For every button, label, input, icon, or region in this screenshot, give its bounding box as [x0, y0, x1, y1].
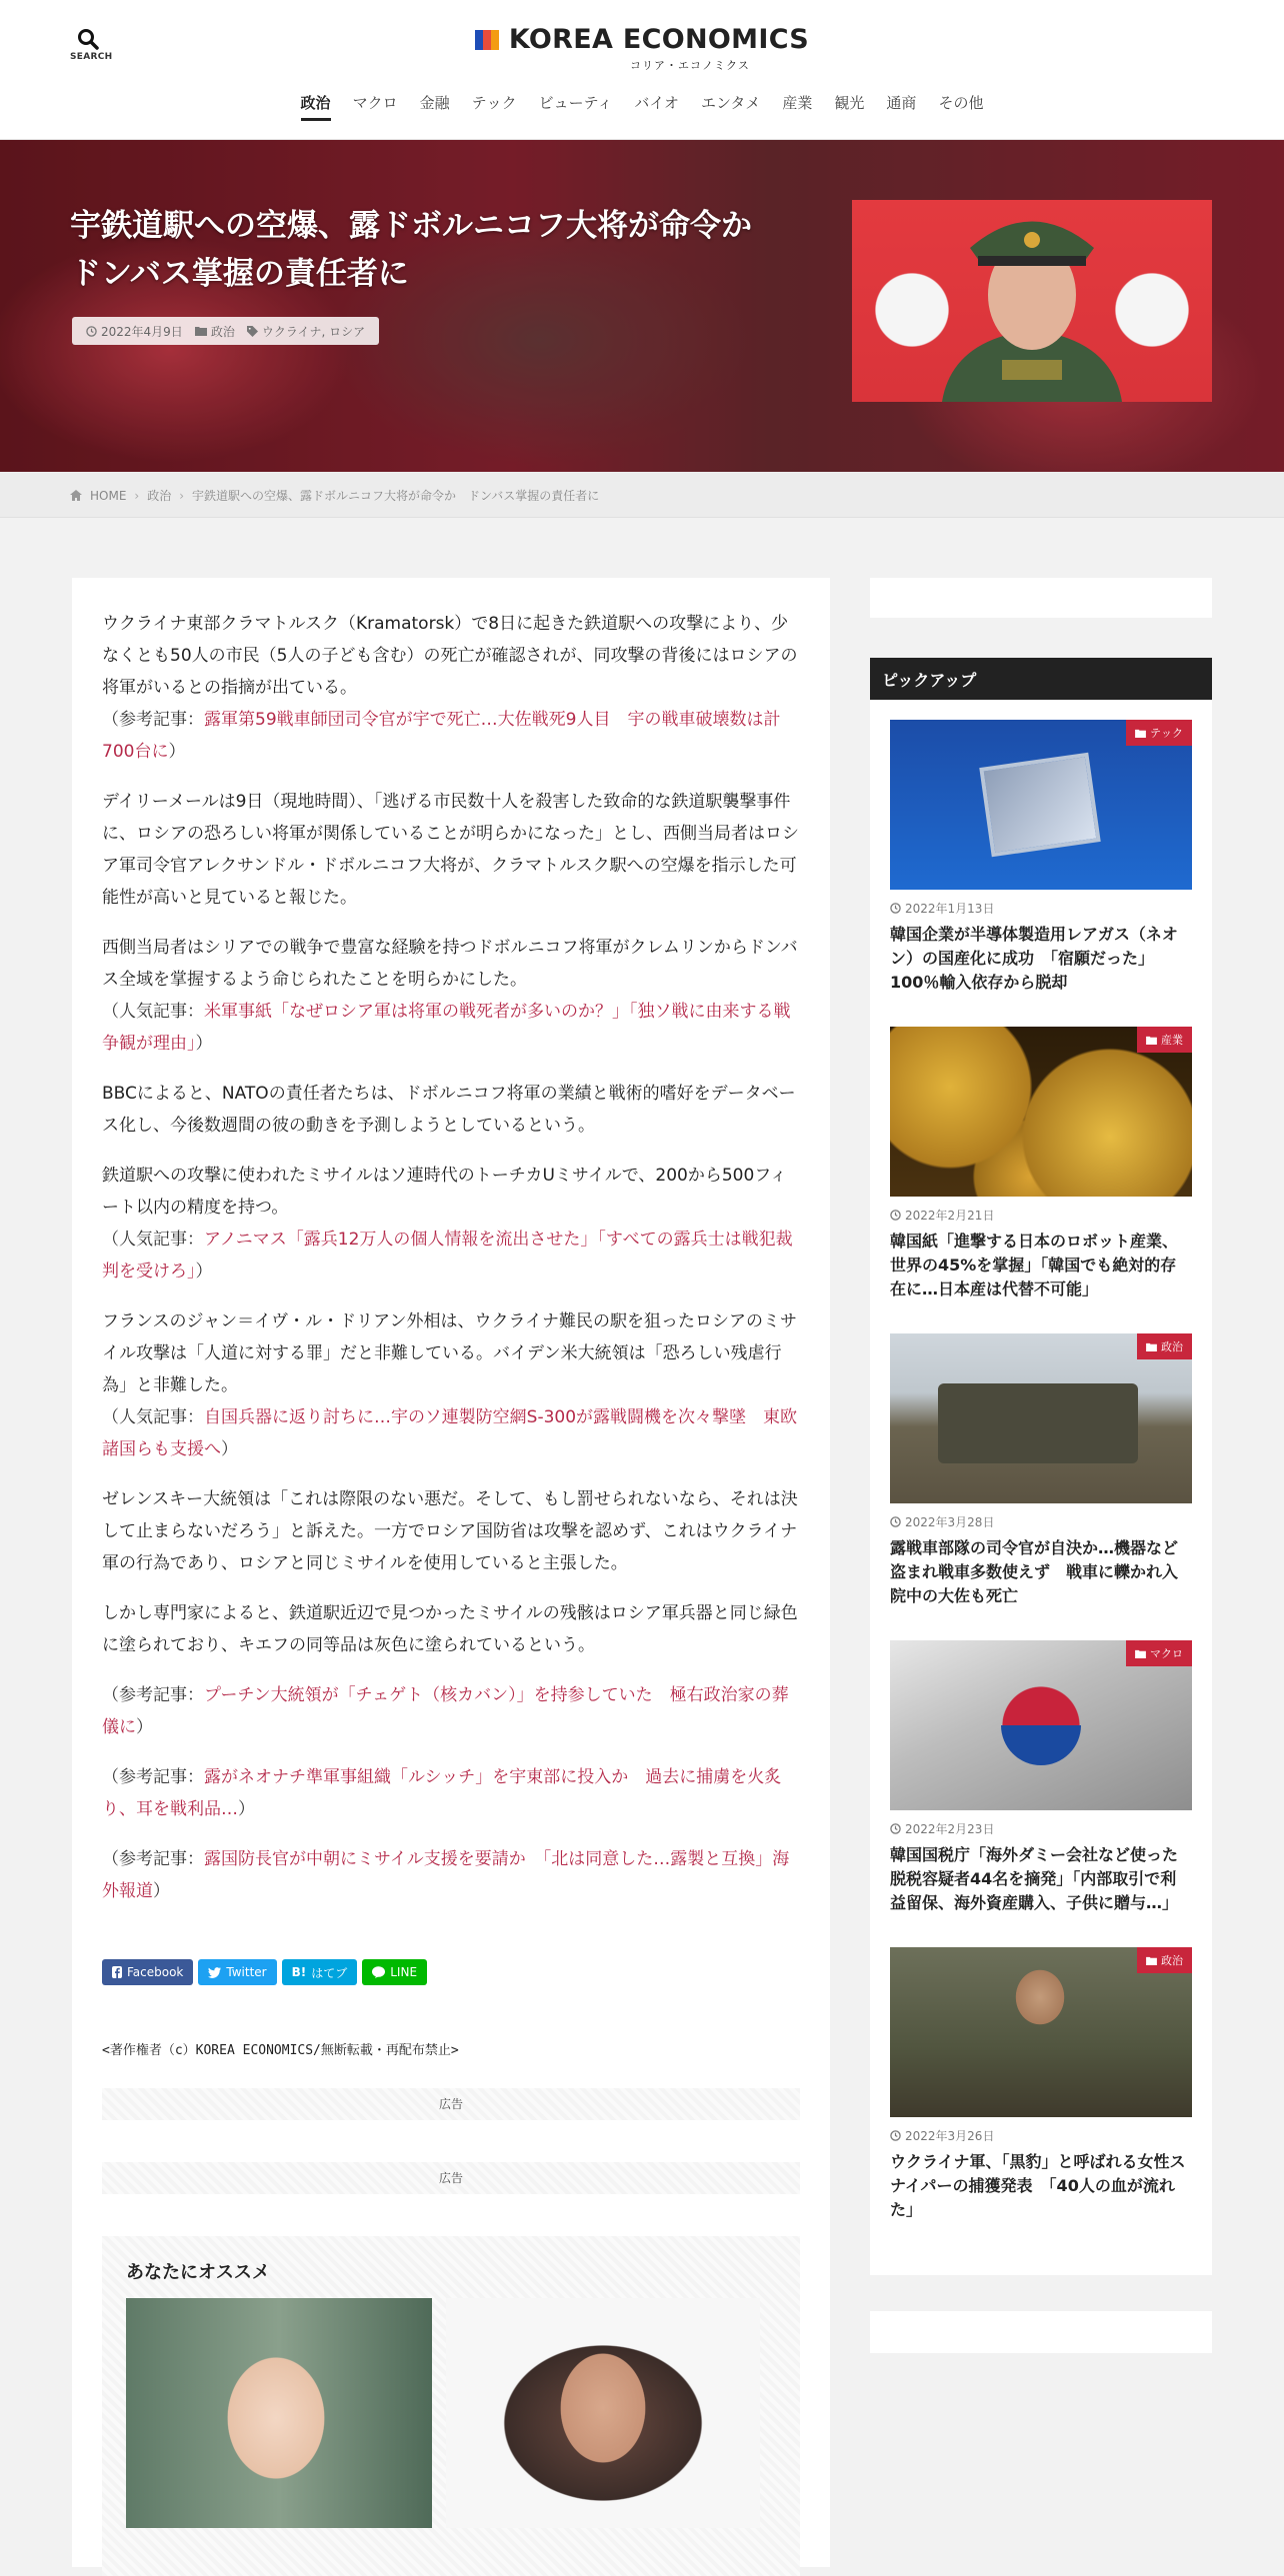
pickup-title[interactable]: 韓国紙「進撃する日本のロボット産業、世界の45%を掌握」「韓国でも絶対的存在に…日本産は代替不可能」	[890, 1232, 1179, 1298]
nav-item-finance[interactable]: 金融	[419, 94, 450, 112]
ref-suffix: ）	[238, 1799, 255, 1819]
popular-article-link[interactable]: 「独ソ戦に由来する戦争観が理由」	[102, 1002, 791, 1054]
category-badge-text: 政治	[1161, 1340, 1183, 1353]
pickup-item[interactable]	[890, 1027, 1192, 1301]
hatena-icon: B!	[291, 1965, 307, 1979]
pickup-item[interactable]	[890, 1947, 1192, 2222]
related-article-link[interactable]: 露国防長官が中朝にミサイル支援を要請か 「北は同意した…露製と互換」海外報道	[102, 1849, 790, 1901]
related-article-link[interactable]: プーチン大統領が「チェゲト（核カバン）」を持参していた 極右政治家の葬儀に	[102, 1685, 789, 1737]
pickup-date-text: 2022年2月21日	[905, 1209, 995, 1223]
related-article-link[interactable]: 露軍第59戦車師団司令官が宇で死亡…大佐戦死9人目 宇の戦車破壊数は計700台に	[102, 710, 781, 762]
category-badge	[1126, 1640, 1192, 1666]
pickup-date	[890, 1207, 1192, 1224]
related-article-link[interactable]: 露がネオナチ準軍事組織「ルシッチ」を宇東部に投入か 過去に捕虜を火炙り、耳を戦利品…	[102, 1767, 782, 1819]
pickup-date-text: 2022年3月28日	[905, 1515, 995, 1529]
pickup-date	[890, 900, 1192, 917]
sidebar-widget	[870, 2311, 1212, 2353]
paragraph: デイリーメールは9日（現地時間）、「逃げる市民数十人を殺害した致命的な鉄道駅襲撃事件に、ロシアの恐ろしい将軍が関係していることが明らかになった」とし、西側当局者はロシア軍司令官アレクサンドル・ドボルニコフ大将が、クラマトルスク駅への空爆を指示した可能性が高いと見ていると報じた。	[102, 792, 799, 908]
ref-suffix: ）	[195, 1034, 213, 1054]
pickup-item[interactable]	[890, 1640, 1192, 1915]
paragraph: しかし専門家によると、鉄道駅近辺で見つかったミサイルの残骸はロシア軍兵器と同じ緑色に塗られており、キエフの同等品は灰色に塗られているという。	[102, 1603, 798, 1655]
pickup-title[interactable]: ウクライナ軍、「黒豹」と呼ばれる女性スナイパーの捕獲発表 「40人の血が流れた」	[890, 2152, 1186, 2219]
ref-prefix: （人気記事：	[102, 1407, 204, 1427]
post-category-text: 政治	[210, 324, 235, 339]
ref-prefix: （人気記事：	[102, 1002, 204, 1022]
article-title-line-1: 宇鉄道駅への空爆、露ドボルニコフ大将が命令か	[70, 208, 752, 244]
paragraph	[102, 932, 800, 1060]
ref-suffix: ）	[153, 1881, 170, 1901]
share-twitter-label: Twitter	[226, 1965, 267, 1979]
post-tags-text: ウクライナ, ロシア	[261, 324, 366, 339]
breadcrumb-home[interactable]: HOME	[90, 488, 127, 503]
pickup-item-image[interactable]	[890, 1333, 1192, 1503]
pickup-date-text: 2022年2月23日	[905, 1822, 995, 1836]
category-badge	[1137, 1333, 1192, 1359]
category-badge-text: 政治	[1161, 1954, 1183, 1967]
folder-icon	[1135, 1649, 1146, 1658]
paragraph-text: フランスのジャン＝イヴ・ル・ドリアン外相は、ウクライナ難民の駅を狙ったロシアのミサイル攻撃は「人道に対する罪」だと非難している。バイデン米大統領は「恐ろしい残虐行為」と非難した。	[102, 1311, 797, 1395]
tank-image	[938, 1383, 1138, 1463]
paragraph	[102, 608, 800, 768]
paragraph	[102, 1160, 800, 1288]
share-line-label: LINE	[390, 1965, 418, 1979]
pickup-date-text: 2022年3月26日	[905, 2129, 995, 2143]
folder-icon	[1135, 729, 1146, 738]
folder-icon	[1146, 1956, 1157, 1965]
ref-prefix: （人気記事：	[102, 1230, 204, 1250]
share-facebook-label: Facebook	[127, 1965, 184, 1979]
paragraph	[102, 1679, 800, 1743]
nav-item-industry[interactable]: 産業	[782, 94, 813, 112]
popular-article-link[interactable]: アノニマス「露兵12万人の個人情報を流出させた」	[204, 1230, 598, 1250]
post-date	[86, 323, 183, 340]
folder-icon	[195, 326, 207, 336]
post-date-text: 2022年4月9日	[101, 324, 183, 339]
pickup-heading: ピックアップ	[870, 658, 1212, 700]
article-hero	[0, 140, 1284, 472]
nav-item-bio[interactable]: バイオ	[634, 94, 679, 112]
pickup-date	[890, 1820, 1192, 1837]
ref-suffix: ）	[195, 1262, 213, 1282]
ref-prefix: （参考記事：	[102, 1767, 204, 1787]
clock-icon	[86, 326, 97, 337]
nav-item-tourism[interactable]: 観光	[834, 94, 865, 112]
clock-icon	[890, 2130, 901, 2141]
nav-item-macro[interactable]: マクロ	[352, 94, 398, 112]
category-badge-text: 産業	[1161, 1034, 1183, 1047]
recommend-item-image[interactable]	[446, 2298, 760, 2528]
logo-subtitle: コリア・エコノミクス	[630, 59, 750, 72]
pickup-date	[890, 1513, 1192, 1530]
nav-item-politics[interactable]: 政治	[290, 92, 342, 121]
clock-icon	[890, 903, 901, 914]
pickup-title[interactable]: 露戦車部隊の司令官が自決か…機器など盗まれ戦車多数使えず 戦車に轢かれ入院中の大佐も死亡	[890, 1538, 1179, 1605]
folder-icon	[1146, 1036, 1157, 1045]
share-facebook-button[interactable]	[102, 1959, 193, 1985]
share-hatena-button[interactable]	[282, 1959, 358, 1985]
clock-icon	[890, 1516, 901, 1527]
ref-prefix: （参考記事：	[102, 1849, 204, 1869]
tag-icon	[247, 326, 258, 337]
logo-title: KOREA ECONOMICS	[508, 24, 810, 55]
breadcrumb-bar	[0, 472, 1284, 518]
category-badge-text: テック	[1150, 727, 1183, 740]
search-label: SEARCH	[70, 52, 113, 62]
pickup-item-image[interactable]	[890, 1640, 1192, 1810]
article-title	[70, 202, 830, 298]
nav-item-tech[interactable]: テック	[471, 94, 517, 112]
home-icon	[70, 490, 82, 501]
pickup-item[interactable]	[890, 1333, 1192, 1608]
nav-item-other[interactable]: その他	[938, 94, 984, 112]
popular-article-link[interactable]: 米軍事紙「なぜロシア軍は将軍の戦死者が多いのか？」	[204, 1002, 629, 1022]
folder-icon	[1146, 1342, 1157, 1351]
copyright-notice: <著作権者（c）KOREA ECONOMICS/無断転載・再配布禁止>	[102, 2043, 459, 2058]
post-tags[interactable]	[247, 323, 365, 340]
ref-suffix: ）	[221, 1439, 238, 1459]
ref-suffix: ）	[168, 742, 186, 762]
chip-image	[979, 753, 1100, 857]
share-hatena-label: はてブ	[311, 1965, 348, 1980]
recommend-title: あなたにオススメ	[126, 2262, 270, 2283]
share-twitter-button[interactable]	[198, 1959, 276, 1985]
flag-image	[1001, 1725, 1081, 1765]
popular-article-link[interactable]: 「すべての露兵士は戦犯裁判を受けろ」	[102, 1230, 793, 1282]
ref-suffix: ）	[136, 1717, 153, 1737]
pickup-list	[870, 700, 1212, 2275]
pickup-date	[890, 2127, 1192, 2144]
share-line-button[interactable]	[362, 1959, 427, 1985]
pickup-date-text: 2022年1月13日	[905, 902, 995, 916]
paragraph-text: 鉄道駅への攻撃に使われたミサイルはソ連時代のトーチカUミサイルで、200から500フィート以内の精度を持つ。	[102, 1166, 787, 1218]
ad-label: 広告	[102, 2088, 800, 2120]
breadcrumb-current: 宇鉄道駅への空爆、露ドボルニコフ大将が命令か ドンバス掌握の責任者に	[192, 489, 600, 503]
recommend-box	[102, 2236, 800, 2576]
nav-item-entertainment[interactable]: エンタメ	[700, 94, 761, 112]
site-header	[0, 0, 1284, 140]
ref-prefix: （参考記事：	[102, 1685, 204, 1705]
ad-label: 広告	[102, 2162, 800, 2194]
category-badge	[1126, 720, 1192, 746]
article-title-line-2: ドンバス掌握の責任者に	[70, 256, 409, 292]
clock-icon	[890, 1823, 901, 1834]
popular-article-link[interactable]: 自国兵器に返り討ちに…宇のソ連製防空網S-300が露戦闘機を次々撃墜 東欧諸国らも支援へ	[102, 1407, 798, 1459]
pickup-title[interactable]: 韓国企業が半導体製造用レアガス（ネオン）の国産化に成功 「宿願だった」100％輸入依存から脱却	[890, 925, 1178, 992]
paragraph	[102, 1305, 800, 1465]
line-icon	[372, 1966, 385, 1978]
sidebar-widget	[870, 578, 1212, 618]
nav-item-trade[interactable]: 通商	[886, 94, 917, 112]
paragraph	[102, 1761, 800, 1825]
article-meta	[72, 317, 379, 345]
hero-thumbnail-image	[852, 200, 1212, 402]
ref-prefix: （参考記事：	[102, 710, 204, 730]
breadcrumb	[70, 487, 599, 504]
breadcrumb-category[interactable]: 政治	[147, 489, 172, 503]
facebook-icon	[112, 1966, 122, 1978]
main-nav	[0, 92, 1284, 121]
flag-icon	[475, 30, 499, 50]
general-portrait-image	[852, 200, 1212, 402]
pickup-item[interactable]	[890, 720, 1192, 995]
pickup-item-image[interactable]	[890, 720, 1192, 890]
category-badge-text: マクロ	[1150, 1647, 1183, 1660]
category-badge	[1137, 1947, 1192, 1973]
post-category[interactable]	[195, 323, 235, 340]
pickup-title[interactable]: 韓国国税庁「海外ダミー会社など使った脱税容疑者44名を摘発」「内部取引で利益留保、海外資産購入、子供に贈与…」	[890, 1845, 1179, 1912]
paragraph: ゼレンスキー大統領は「これは際限のない悪だ。そして、もし罰せられないなら、それは決して止まらないだろう」と訴えた。一方でロシア国防省は攻撃を認めず、これはウクライナ軍の行為であり、ロシアと同じミサイルを使用していると主張した。	[102, 1489, 798, 1573]
site-logo[interactable]	[0, 24, 1284, 73]
category-badge	[1137, 1027, 1192, 1053]
nav-item-beauty[interactable]: ビューティ	[538, 94, 613, 112]
pickup-item-image[interactable]	[890, 1027, 1192, 1197]
clock-icon	[890, 1210, 901, 1221]
recommend-item-image[interactable]	[126, 2298, 432, 2528]
paragraph: BBCによると、NATOの責任者たちは、ドボルニコフ将軍の業績と戦術的嗜好をデータベース化し、今後数週間の彼の動きを予測しようとしているという。	[102, 1084, 796, 1136]
chevron-right-icon: ›	[179, 488, 185, 503]
paragraph-text: 西側当局者はシリアでの戦争で豊富な経験を持つドボルニコフ将軍がクレムリンからドンバス全域を掌握するよう命じられたことを明らかにした。	[102, 938, 798, 990]
twitter-icon	[208, 1967, 221, 1978]
paragraph	[102, 1843, 800, 1907]
article-body	[72, 578, 830, 2567]
share-buttons	[102, 1959, 800, 1985]
chevron-right-icon: ›	[134, 488, 140, 503]
pickup-item-image[interactable]	[890, 1947, 1192, 2117]
paragraph-text: ウクライナ東部クラマトルスク（Kramatorsk）で8日に起きた鉄道駅への攻撃により、少なくとも50人の市民（5人の子ども含む）の死亡が確認されが、同攻撃の背後にはロシアの将軍がいるとの指摘が出ている。	[102, 614, 798, 698]
